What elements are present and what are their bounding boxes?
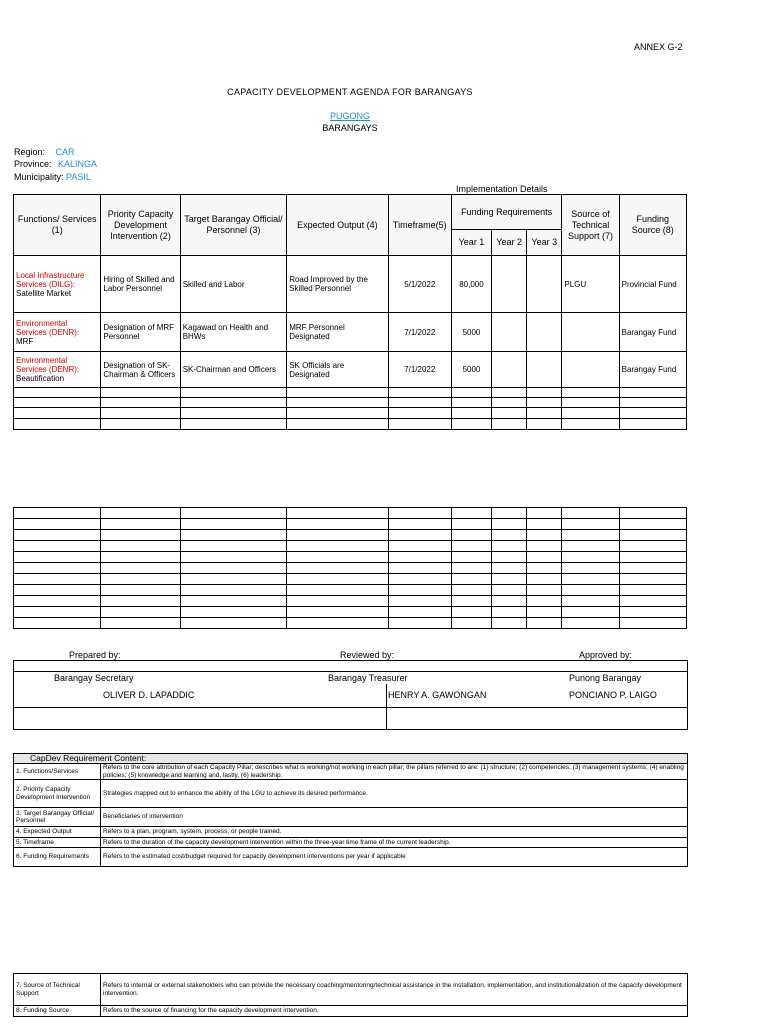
cell-year2 — [492, 352, 527, 388]
header-source-technical: Source of Technical Support (7) — [562, 195, 619, 256]
requirements-heading: CapDev Requirement Content: — [14, 754, 688, 764]
punong-name: PONCIANO P. LAIGO — [569, 690, 657, 700]
req-label: 5. Timeframe — [14, 838, 101, 848]
empty-row — [14, 552, 687, 563]
req-label: 7. Source of Technical Support — [14, 974, 101, 1006]
agenda-table — [13, 194, 687, 430]
cell-fund: Barangay Fund — [619, 313, 686, 352]
approved-by-label: Approved by: — [579, 650, 633, 660]
cell-functions: Local Infrastructure Services (DILG): Satellite Market — [14, 256, 101, 313]
table-row — [14, 313, 687, 352]
table-row — [14, 352, 687, 388]
header-output: Expected Output (4) — [287, 195, 388, 256]
header-priority: Priority Capacity Development Intervention (2) — [101, 195, 180, 256]
barangay-label: BARANGAYS — [322, 123, 378, 133]
cell-tech — [562, 313, 619, 352]
cell-output: MRF Personnel Designated — [287, 313, 388, 352]
cell-target: SK-Chairman and Officers — [180, 352, 286, 388]
cell-output: Road Improved by the Skilled Personnel — [287, 256, 388, 313]
req-desc: Refers to internal or external stakeholders who can provide the necessary coaching/mentoring/technical assistance in the installation, implementation, and institutionalization of the capacity development intervention. — [101, 974, 688, 1006]
empty-row — [14, 541, 687, 552]
cell-output: SK Officials are Designated — [287, 352, 388, 388]
cell-target: Skilled and Labor — [180, 256, 286, 313]
requirements-table — [13, 753, 688, 867]
req-label: 6. Funding Requirements — [14, 848, 101, 867]
empty-row — [14, 419, 687, 430]
barangay-name: PUGONG — [329, 111, 370, 121]
cell-year3 — [527, 352, 562, 388]
empty-row — [14, 398, 687, 408]
cell-functions: Environmental Services (DENR): MRF — [14, 313, 101, 352]
header-year1: Year 1 — [451, 230, 491, 256]
cell-fund: Provincial Fund — [619, 256, 686, 313]
req-label: 8. Funding Source — [14, 1006, 101, 1017]
empty-row — [14, 519, 687, 530]
secretary-name: OLIVER D. LAPADDIC — [103, 690, 195, 700]
cell-timeframe: 5/1/2022 — [388, 256, 451, 313]
header-year3: Year 3 — [527, 230, 562, 256]
empty-row — [14, 530, 687, 541]
req-desc: Strategies mapped out to enhance the ability of the LGU to achieve its desired performance. — [101, 780, 688, 808]
treasurer-name: HENRY A. GAWONGAN — [388, 690, 487, 700]
header-target: Target Barangay Official/ Personnel (3) — [180, 195, 286, 256]
table-row — [14, 256, 687, 313]
req-label: 4. Expected Output — [14, 827, 101, 838]
header-functions: Functions/ Services (1) — [14, 195, 101, 256]
municipality-value: PASIL — [66, 172, 91, 182]
requirements-table-continued — [13, 973, 688, 1017]
cell-year2 — [492, 313, 527, 352]
punong-title: Punong Barangay — [569, 673, 642, 683]
header-timeframe: Timeframe(5) — [388, 195, 451, 256]
cell-year1: 5000 — [451, 352, 491, 388]
empty-row — [14, 585, 687, 596]
cell-priority: Hiring of Skilled and Labor Personnel — [101, 256, 180, 313]
req-desc: Refers to the core attribution of each Capacity Pillar; describes what is working/not working in each pillar; the pillars referred to are: (1) structure; (2) competencies; (3) management systems; (4) enabling policies; (5) knowledge and learning and, lastly, (6) leadership. — [101, 764, 688, 780]
signature-block — [14, 672, 688, 708]
req-desc: Refers to the estimated cost/budget required for capacity development interventions per year if applicable — [101, 848, 688, 867]
empty-row — [14, 618, 687, 629]
cell-timeframe: 7/1/2022 — [388, 313, 451, 352]
cell-target: Kagawad on Health and BHWs — [180, 313, 286, 352]
header-funding-source: Funding Source (8) — [619, 195, 686, 256]
cell-year3 — [527, 256, 562, 313]
req-label: 1. Functions/Services — [14, 764, 101, 780]
cell-year3 — [527, 313, 562, 352]
req-desc: Refers to a plan, program, system, process, or people trained. — [101, 827, 688, 838]
empty-row — [14, 607, 687, 618]
cell-priority: Designation of MRF Personnel — [101, 313, 180, 352]
req-label: 2. Priority Capacity Development Intervention — [14, 780, 101, 808]
municipality-line: Municipality: PASIL — [14, 172, 91, 182]
empty-row — [14, 596, 687, 607]
signature-table — [13, 660, 688, 730]
reviewed-by-label: Reviewed by: — [340, 650, 395, 660]
req-desc: Refers to the source of financing for the capacity development intervention. — [101, 1006, 688, 1017]
req-label: 3. Target Barangay Official/ Personnel — [14, 808, 101, 827]
empty-row — [14, 388, 687, 398]
cell-year1: 80,000 — [451, 256, 491, 313]
empty-grid-table — [13, 507, 687, 629]
prepared-by-label: Prepared by: — [69, 650, 121, 660]
cell-timeframe: 7/1/2022 — [388, 352, 451, 388]
annex-label: ANNEX G-2 — [634, 42, 683, 52]
empty-row — [14, 574, 687, 585]
implementation-details-label: Implementation Details — [456, 184, 548, 194]
req-desc: Refers to the duration of the capacity development intervention within the three-year time frame of the current leadership. — [101, 838, 688, 848]
cell-tech — [562, 352, 619, 388]
cell-functions: Environmental Services (DENR): Beautification — [14, 352, 101, 388]
cell-tech: PLGU — [562, 256, 619, 313]
empty-row — [14, 508, 687, 519]
cell-year2 — [492, 256, 527, 313]
empty-row — [14, 408, 687, 419]
req-desc: Beneficiaries of intervention — [101, 808, 688, 827]
region-line: Region: CAR — [14, 147, 75, 157]
region-value: CAR — [55, 147, 75, 157]
province-value: KALINGA — [58, 159, 98, 169]
secretary-title: Barangay Secretary — [54, 673, 134, 683]
cell-year1: 5000 — [451, 313, 491, 352]
header-year2: Year 2 — [492, 230, 527, 256]
cell-priority: Designation of SK-Chairman & Officers — [101, 352, 180, 388]
province-line: Province: KALINGA — [14, 159, 98, 169]
signature-divider — [386, 684, 387, 707]
header-funding-requirements: Funding Requirements — [451, 195, 561, 230]
page-title: CAPACITY DEVELOPMENT AGENDA FOR BARANGAYS — [227, 87, 473, 97]
empty-row — [14, 563, 687, 574]
cell-fund: Barangay Fund — [619, 352, 686, 388]
treasurer-title: Barangay Treasurer — [328, 673, 408, 683]
